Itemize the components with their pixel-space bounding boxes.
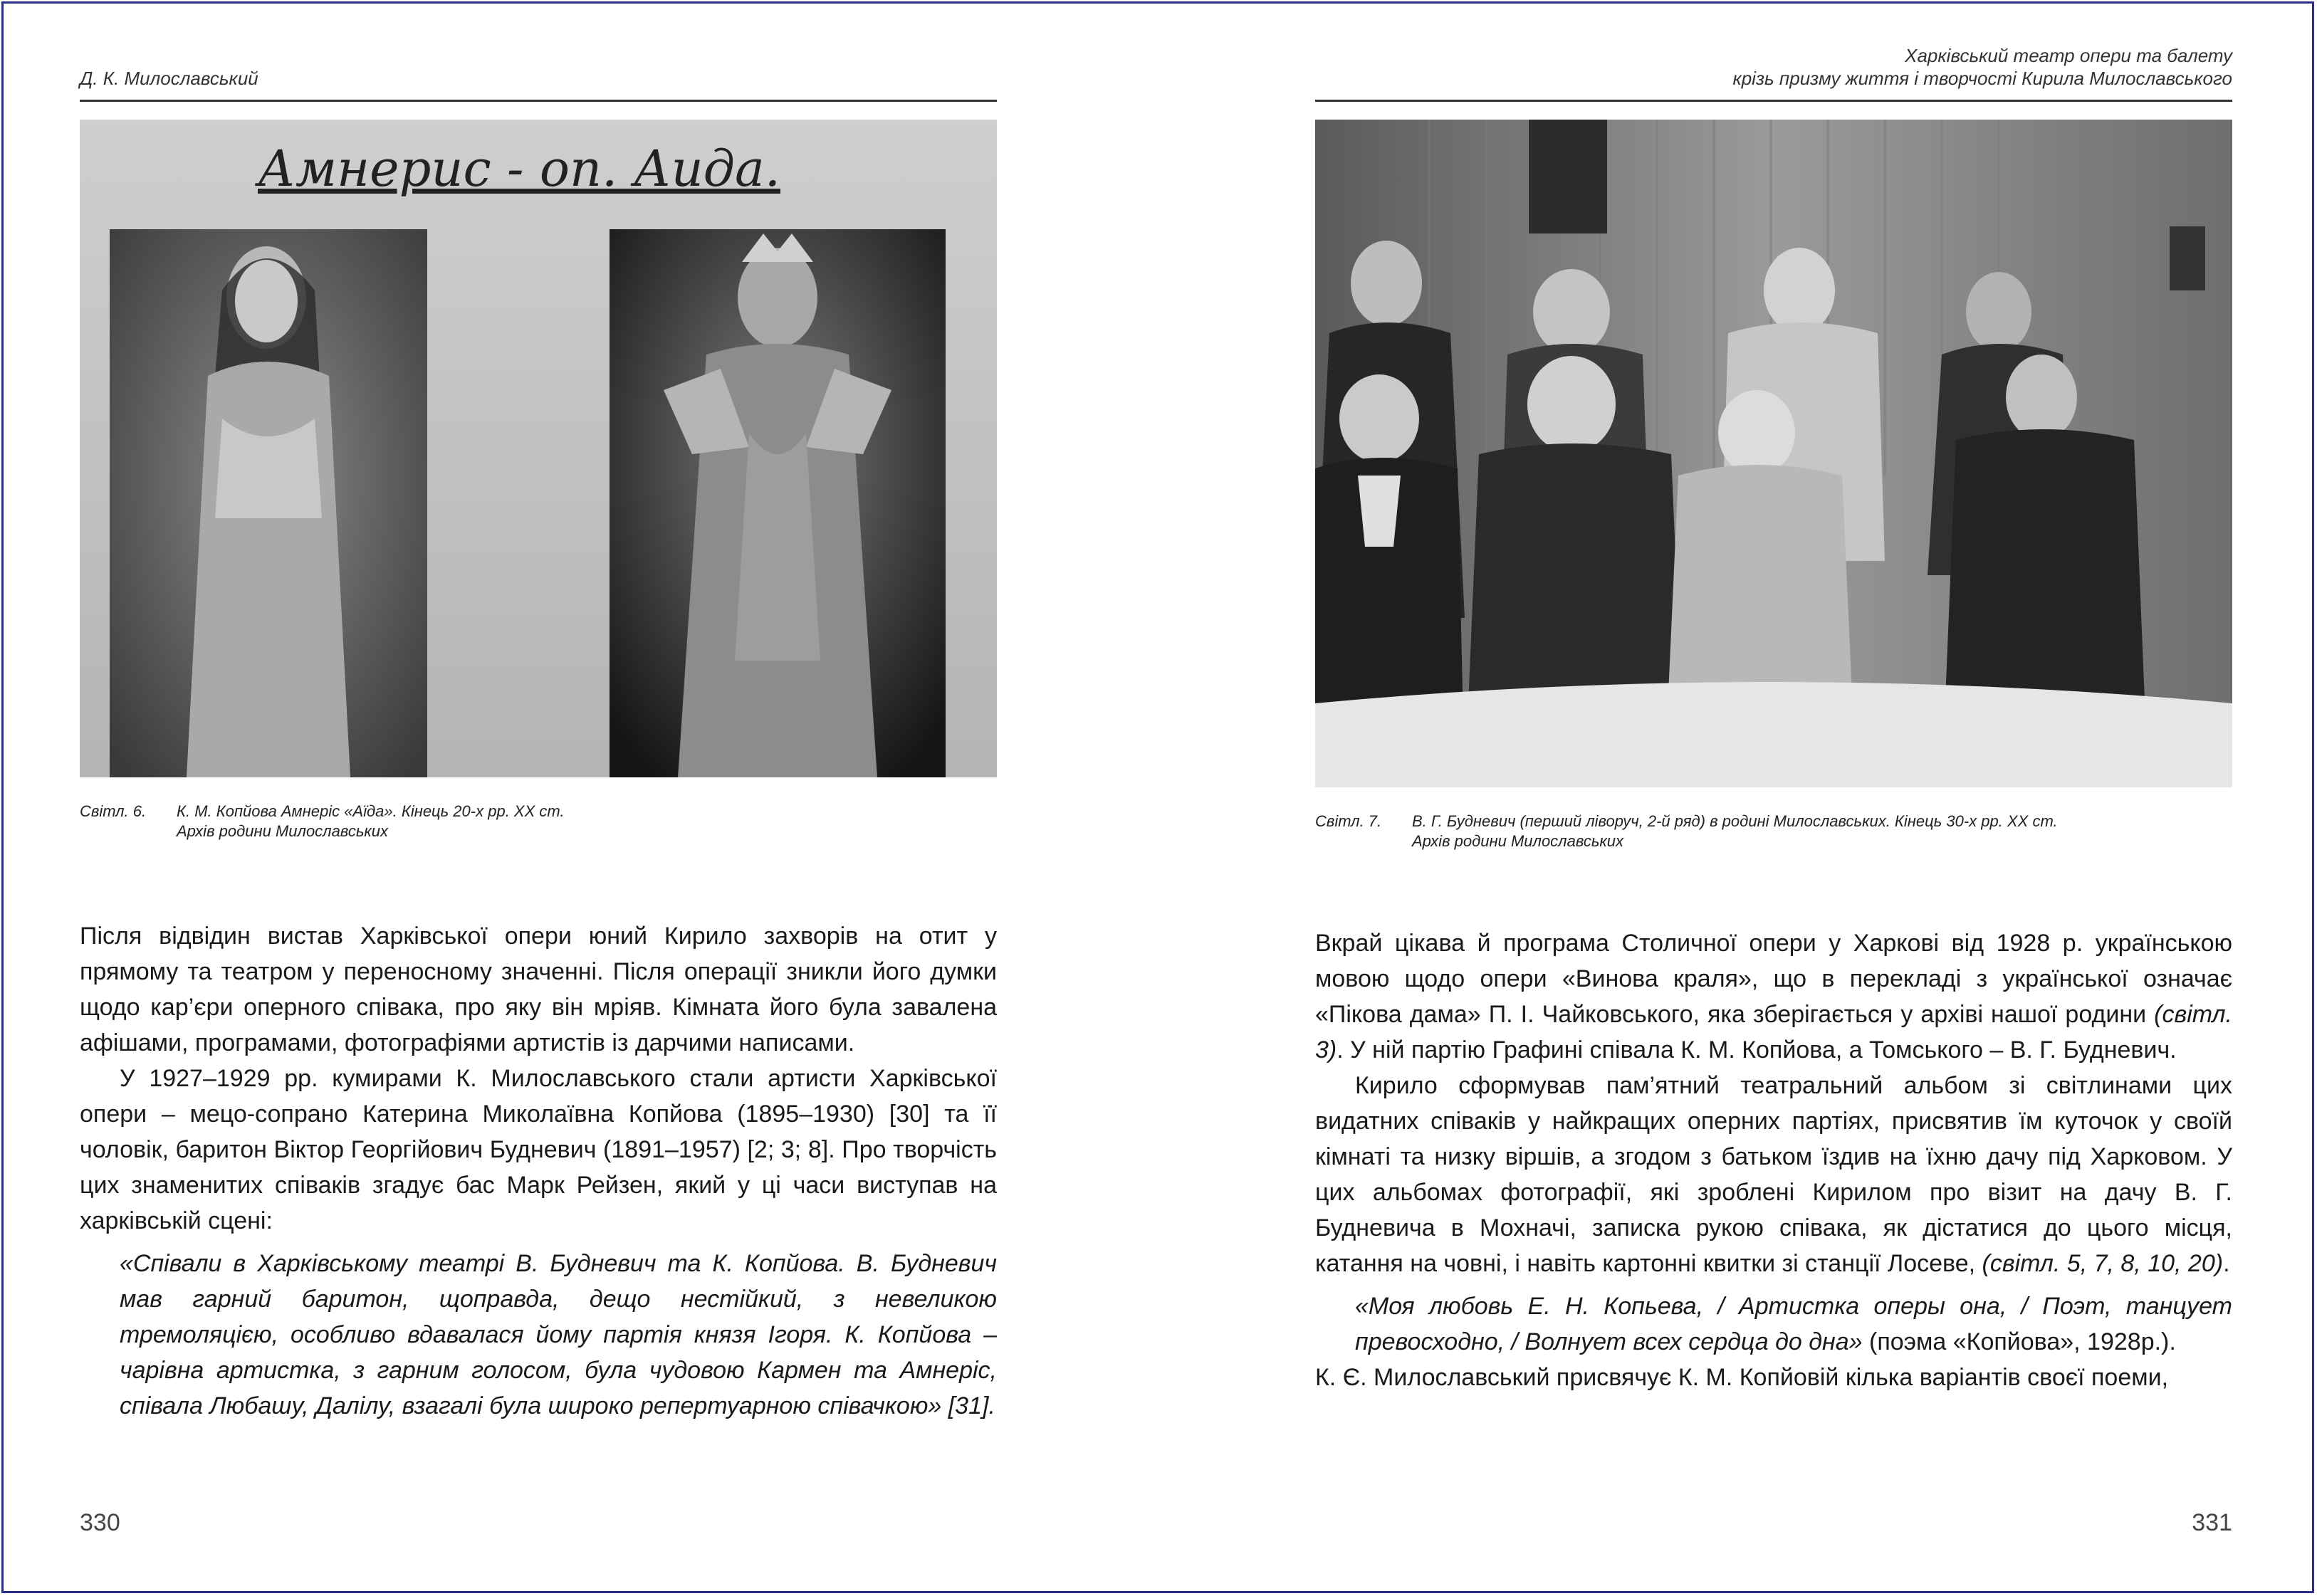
caption-line: Архів родини Милославських — [1412, 832, 1624, 850]
paragraph: Після відвідин вистав Харківської опери юний Кирило захворів на отит у прямому та театром у переносному значенні. Після операції зникли його думки щодо кар’єри оперного співака, про яку він мріяв. Кімната його була завалена афішами, програмами, фотографіями артистів із дарчими написами. — [80, 923, 997, 1056]
photo-6-caption — [80, 802, 997, 841]
right-page — [1315, 0, 2232, 1596]
page-number: 331 — [2192, 1509, 2232, 1536]
photo-7-caption — [1315, 812, 2232, 851]
reizen-quote: «Співали в Харківському театрі В. Будневич та К. Копйова. В. Будневич мав гарний баритон, щоправда, дещо нестійкий, з невеликою тремоляцією, особливо вдавалася йому партія князя Ігоря. К. Копйова – чарівна артистка, з гарним голосом, була чудовою Кармен та Амнеріс, співала Любашу, Далілу, взагалі була широко репертуарною співачкою» [31]. — [120, 1250, 997, 1419]
paragraph-text: . — [2223, 1250, 2230, 1277]
left-page — [80, 0, 997, 1596]
amneris-inscription: Амнерис - оп. Аида. — [258, 140, 781, 198]
right-running-head — [1315, 43, 2232, 102]
poem-quote — [1355, 1288, 2232, 1360]
paragraph: У 1927–1929 рр. кумирами К. Милославського стали артисти Харківської опери – мецо-сопрано Катерина Миколаївна Копйова (1895–1930) [30] та її чоловік, баритон Віктор Георгійович Будневич (1891–1957) [2; 3; 8]. Про творчість цих знаменитих співаків згадує бас Марк Рейзен, який у ці часи виступав на харківській сцені: — [80, 1065, 997, 1234]
right-body-text — [1315, 925, 2232, 1395]
paragraph: К. Є. Милославський присвячує К. М. Копйовій кілька варіантів своєї поеми, — [1315, 1364, 2169, 1391]
poem-quote-source: (поэма «Копйова», 1928р.). — [1862, 1328, 2176, 1355]
paragraph-text: . У ній партію Графині співала К. М. Копйова, а Томського – В. Г. Будневич. — [1337, 1036, 2177, 1064]
paragraph-text: Кирило сформував пам’ятний театральний альбом зі світлинами цих видатних співаків у найкращих оперних партіях, присвятив їм куточок у своїй кімнаті та низку віршів, а згодом з батьком їздив на їхню дачу під Харковом. У цих альбомах фотографії, які зроблені Кирилом про візит на дачу В. Г. Будневича в Мохначі, записка рукою співака, як дістатися до цього місця, катання на човні, і навіть картонні квитки зі станції Лосеве, — [1315, 1072, 2232, 1277]
caption-line: Архів родини Милославських — [177, 822, 389, 840]
caption-label: Світл. 6. — [80, 802, 147, 820]
figure-reference: (світл. 3) — [1315, 1001, 2232, 1064]
caption-label: Світл. 7. — [1315, 812, 1382, 830]
budnevych-family-photo — [1315, 120, 2232, 787]
running-head-line: Харківський театр опери та балету — [1905, 45, 2232, 66]
paragraph — [1315, 1068, 2232, 1281]
poem-quote-text: «Моя любовь Е. Н. Копьева, / Артистка оперы она, / Поэт, танцует превосходно, / Волнует всех сердца до дна» — [1355, 1293, 2232, 1355]
paragraph-text: Вкрай цікава й програма Столичної опери у Харкові від 1928 р. українською мовою щодо опери «Винова краля», що в перекладі з української означає «Пікова дама» П. І. Чайковського, яка зберігається у архіві нашої родини — [1315, 930, 2232, 1028]
paragraph — [1315, 925, 2232, 1068]
left-running-head-text: Д. К. Милославський — [80, 68, 258, 89]
running-head-line: крізь призму життя і творчості Кирила Милославського — [1732, 68, 2232, 89]
left-running-head — [80, 43, 997, 102]
budnevych-family-photo-art — [1315, 120, 2232, 787]
caption-line: К. М. Копйова Амнеріс «Аїда». Кінець 20-х рр. XX ст. — [177, 802, 565, 820]
amneris-photo-art — [80, 120, 997, 777]
left-body-text — [80, 918, 997, 1424]
figure-reference: (світл. 5, 7, 8, 10, 20) — [1982, 1250, 2224, 1277]
amneris-photo — [80, 120, 997, 777]
caption-line: В. Г. Будневич (перший ліворуч, 2-й ряд) в родині Милославських. Кінець 30-х рр. XX ст. — [1412, 812, 2058, 830]
page-number: 330 — [80, 1509, 120, 1536]
